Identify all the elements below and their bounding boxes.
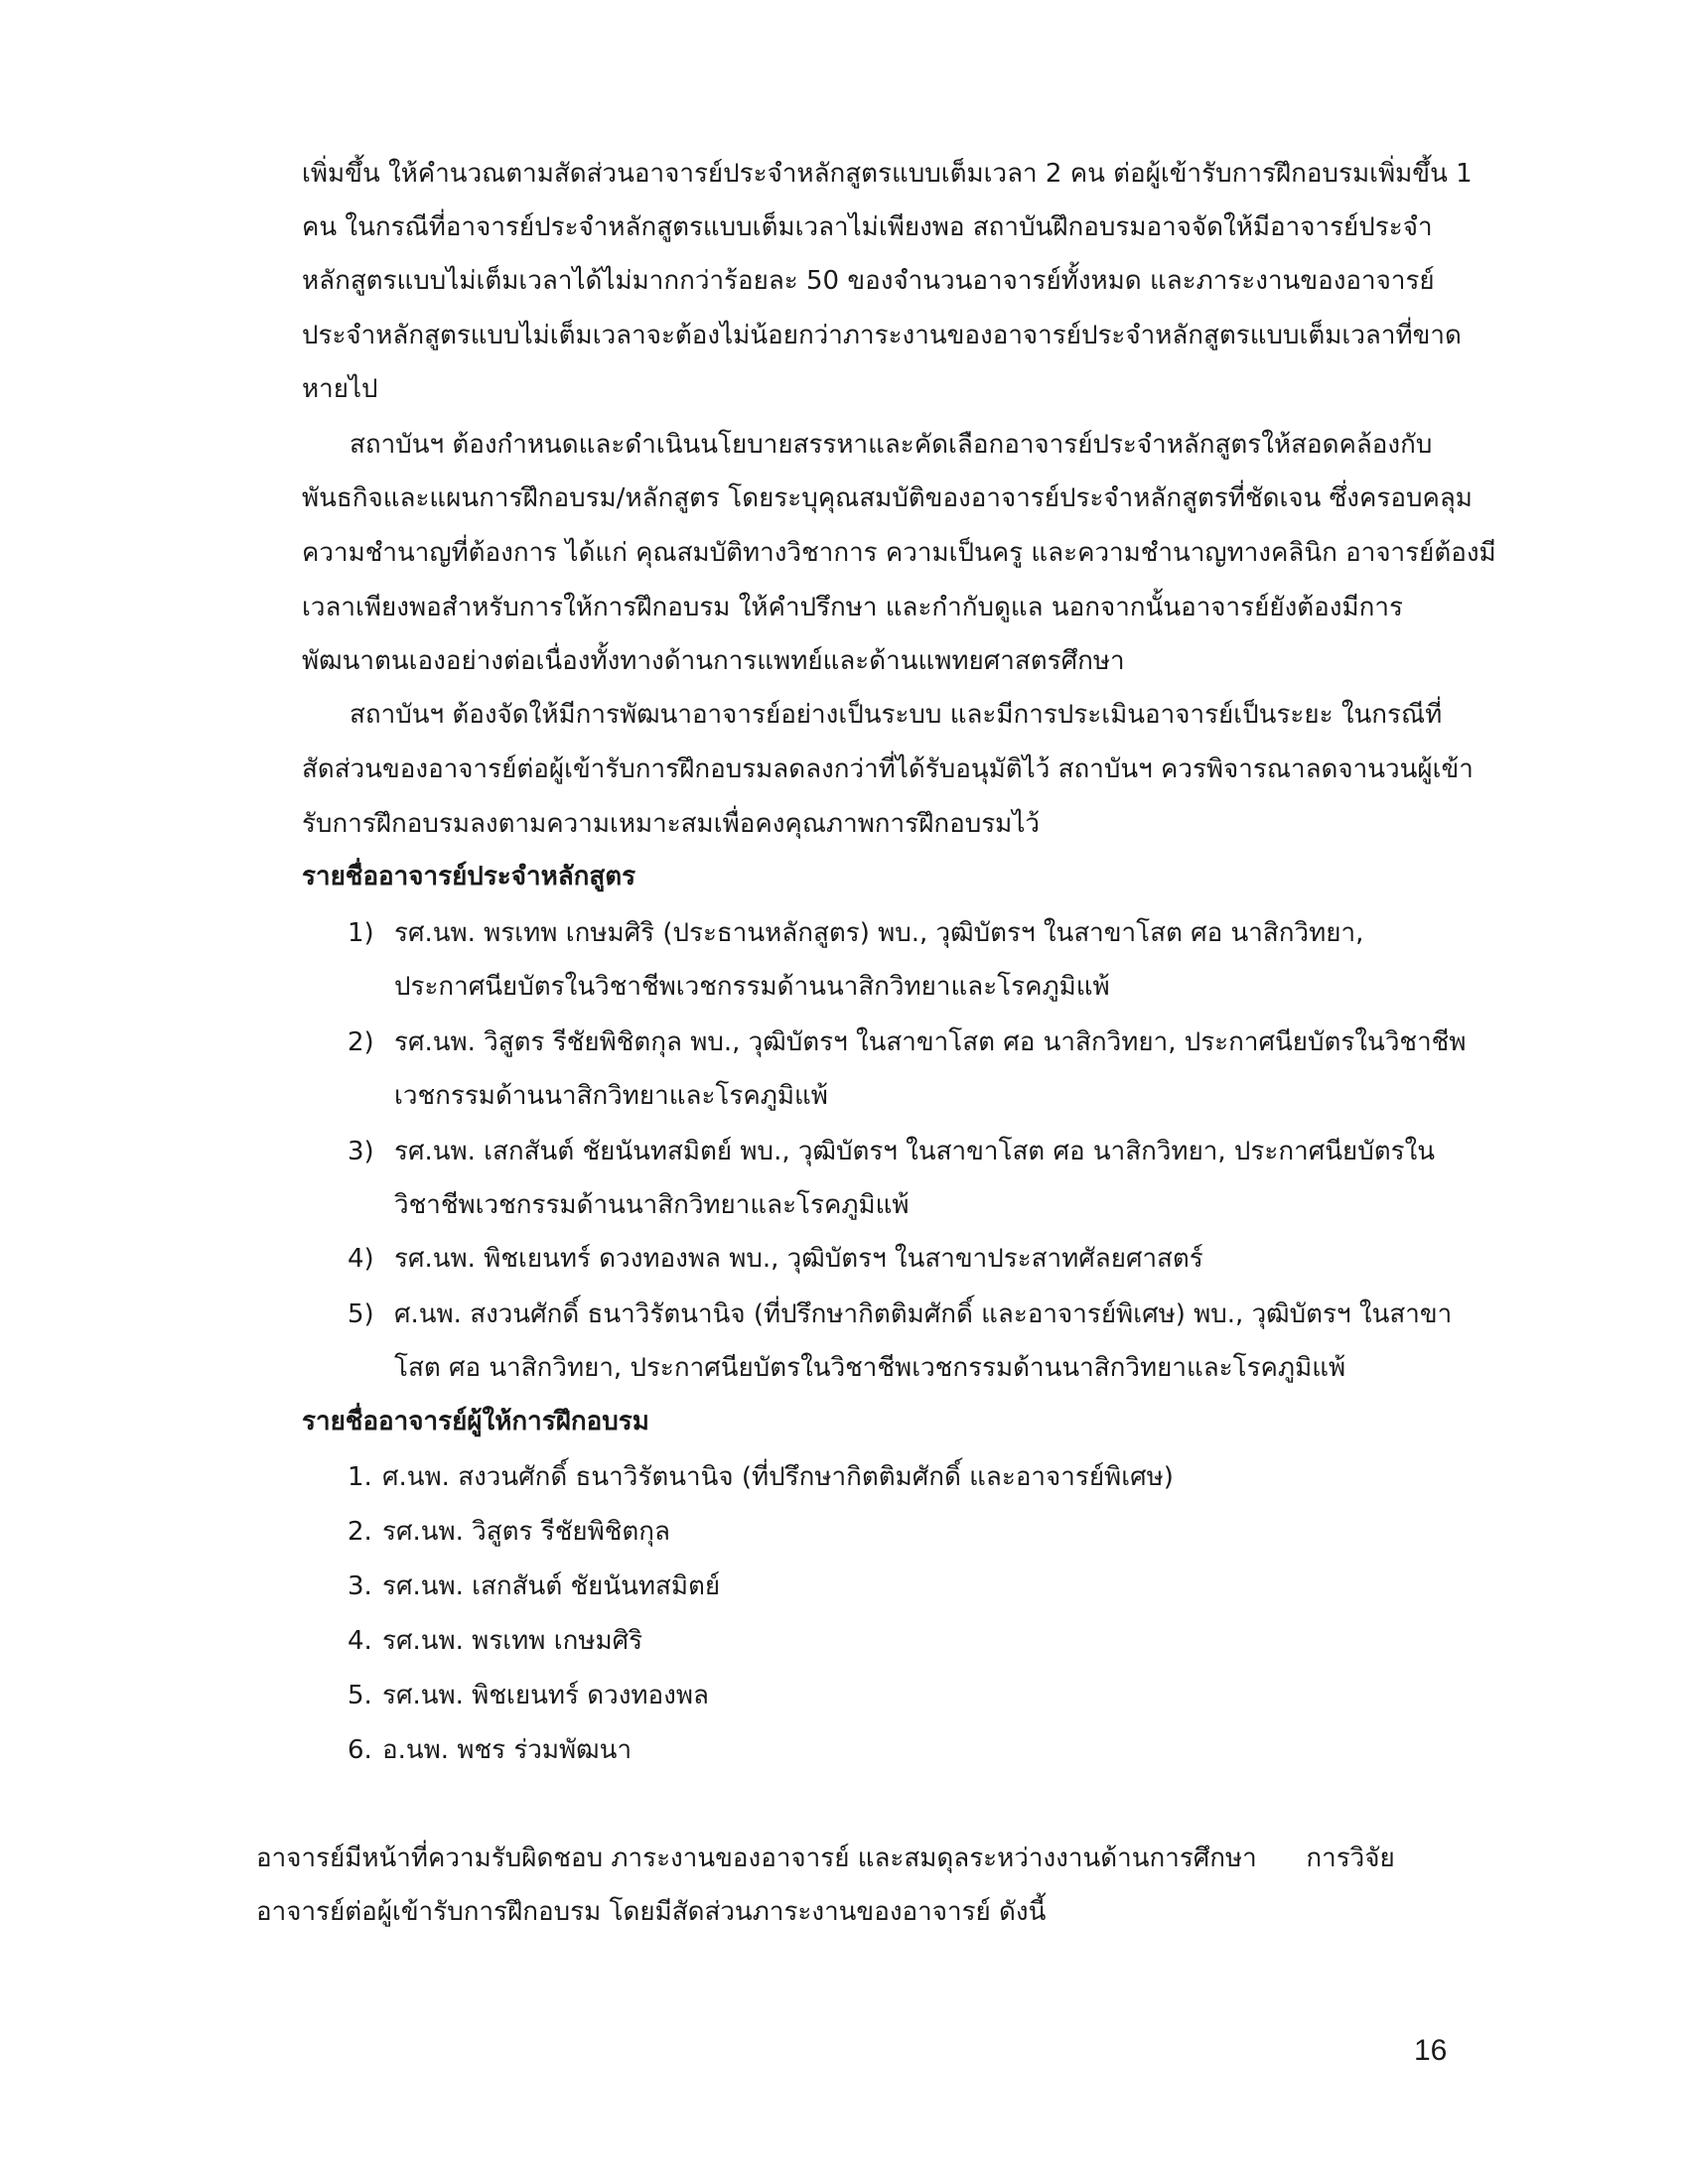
list-item-text: อ.นพ. พชร ร่วมพัฒนา bbox=[382, 1735, 633, 1765]
list-marker: 1. bbox=[348, 1462, 372, 1492]
list-item-text: ศ.นพ. สงวนศักดิ์ ธนาวิรัตนานิจ (ที่ปรึกษากิตติมศักดิ์ และอาจารย์พิเศษ) พบ., วุฒิบัตรฯ ในสาขา bbox=[394, 1299, 1453, 1329]
text-line: เวลาเพียงพอสำหรับการให้การฝึกอบรม ให้คำปรึกษา และกำกับดูแล นอกจากนั้นอาจารย์ยังต้องมีการ bbox=[302, 593, 1403, 622]
list-marker: 2. bbox=[348, 1517, 372, 1547]
text-line: สัดส่วนของอาจารย์ต่อผู้เข้ารับการฝึกอบรมลดลงกว่าที่ได้รับอนุมัติไว้ สถาบันฯ ควรพิจารณาลดจานวนผู้เข้า bbox=[302, 754, 1474, 784]
list-marker: 3) bbox=[348, 1137, 374, 1166]
text-line: สถาบันฯ ต้องจัดให้มีการพัฒนาอาจารย์อย่างเป็นระบบ และมีการประเมินอาจารย์เป็นระยะ ในกรณีที่ bbox=[350, 700, 1443, 730]
text-line: ความชำนาญที่ต้องการ ได้แก่ คุณสมบัติทางวิชาการ ความเป็นครู และความชำนาญทางคลินิก อาจารย์ต้องมี bbox=[302, 538, 1496, 568]
text-line: พัฒนาตนเองอย่างต่อเนื่องทั้งทางด้านการแพทย์และด้านแพทยศาสตรศึกษา bbox=[302, 646, 1125, 676]
text-line: หายไป bbox=[302, 374, 378, 404]
page-number: 16 bbox=[1414, 2034, 1448, 2067]
list-marker: 3. bbox=[348, 1571, 372, 1601]
list-item-text: รศ.นพ. เสกสันต์ ชัยนันทสมิตย์ พบ., วุฒิบัตรฯ ในสาขาโสต ศอ นาสิกวิทยา, ประกาศนียบัตรใน bbox=[394, 1137, 1436, 1166]
list-marker: 5) bbox=[348, 1299, 374, 1329]
list-item-text: รศ.นพ. เสกสันต์ ชัยนันทสมิตย์ bbox=[382, 1571, 721, 1601]
list-marker: 4. bbox=[348, 1626, 372, 1656]
list-item-text: รศ.นพ. พรเทพ เกษมศิริ (ประธานหลักสูตร) พบ., วุฒิบัตรฯ ในสาขาโสต ศอ นาสิกวิทยา, bbox=[394, 918, 1364, 948]
text-line: ประจำหลักสูตรแบบไม่เต็มเวลาจะต้องไม่น้อยกว่าภาระงานของอาจารย์ประจำหลักสูตรแบบเต็มเวลาที่ขาด bbox=[302, 321, 1462, 350]
text-line: อาจารย์มีหน้าที่ความรับผิดชอบ ภาระงานของอาจารย์ และสมดุลระหว่างงานด้านการศึกษา การวิจัย bbox=[256, 1843, 1395, 1873]
text-line: สถาบันฯ ต้องกำหนดและดำเนินนโยบายสรรหาและคัดเลือกอาจารย์ประจำหลักสูตรให้สอดคล้องกับ bbox=[350, 430, 1433, 460]
list-item-text: วิชาชีพเวชกรรมด้านนาสิกวิทยาและโรคภูมิแพ้ bbox=[394, 1190, 910, 1220]
list-item-text: รศ.นพ. วิสูตร รีชัยพิชิตกุล พบ., วุฒิบัตรฯ ในสาขาโสต ศอ นาสิกวิทยา, ประกาศนียบัตรในวิชาชีพ bbox=[394, 1027, 1467, 1057]
text-line: คน ในกรณีที่อาจารย์ประจำหลักสูตรแบบเต็มเวลาไม่เพียงพอ สถาบันฝึกอบรมอาจจัดให้มีอาจารย์ประจำ bbox=[302, 212, 1433, 242]
list-item-text: เวชกรรมด้านนาสิกวิทยาและโรคภูมิแพ้ bbox=[394, 1081, 828, 1111]
text-line: อาจารย์ต่อผู้เข้ารับการฝึกอบรม โดยมีสัดส่วนภาระงานของอาจารย์ ดังนี้ bbox=[256, 1897, 1047, 1927]
text-line: หลักสูตรแบบไม่เต็มเวลาได้ไม่มากกว่าร้อยละ 50 ของจำนวนอาจารย์ทั้งหมด และภาระงานของอาจารย์ bbox=[302, 266, 1435, 296]
list-marker: 2) bbox=[348, 1027, 374, 1057]
list-item-text: ประกาศนียบัตรในวิชาชีพเวชกรรมด้านนาสิกวิทยาและโรคภูมิแพ้ bbox=[394, 972, 1110, 1002]
list-marker: 4) bbox=[348, 1244, 374, 1274]
list-item-text: รศ.นพ. พรเทพ เกษมศิริ bbox=[382, 1626, 643, 1656]
list-item-text: รศ.นพ. วิสูตร รีชัยพิชิตกุล bbox=[382, 1517, 670, 1547]
list-item-text: รศ.นพ. พิชเยนทร์ ดวงทองพล พบ., วุฒิบัตรฯ ในสาขาประสาทศัลยศาสตร์ bbox=[394, 1244, 1203, 1274]
text-line: เพิ่มขึ้น ให้คำนวณตามสัดส่วนอาจารย์ประจำหลักสูตรแบบเต็มเวลา 2 คน ต่อผู้เข้ารับการฝึกอบรมเพิ่มขึ้น 1 bbox=[302, 159, 1473, 189]
text-line: พันธกิจและแผนการฝึกอบรม/หลักสูตร โดยระบุคุณสมบัติของอาจารย์ประจำหลักสูตรที่ชัดเจน ซึ่งครอบคลุม bbox=[302, 483, 1473, 513]
list-marker: 6. bbox=[348, 1735, 372, 1765]
text-line: รับการฝึกอบรมลงตามความเหมาะสมเพื่อคงคุณภาพการฝึกอบรมไว้ bbox=[302, 809, 1040, 839]
list-item-text: โสต ศอ นาสิกวิทยา, ประกาศนียบัตรในวิชาชีพเวชกรรมด้านนาสิกวิทยาและโรคภูมิแพ้ bbox=[394, 1353, 1346, 1383]
list-marker: 1) bbox=[348, 918, 374, 948]
section-heading-trainers: รายชื่ออาจารย์ผู้ให้การฝึกอบรม bbox=[302, 1407, 649, 1436]
list-marker: 5. bbox=[348, 1681, 372, 1710]
list-item-text: รศ.นพ. พิชเยนทร์ ดวงทองพล bbox=[382, 1681, 709, 1710]
section-heading-faculty: รายชื่ออาจารย์ประจำหลักสูตร bbox=[302, 862, 636, 891]
list-item-text: ศ.นพ. สงวนศักดิ์ ธนาวิรัตนานิจ (ที่ปรึกษากิตติมศักดิ์ และอาจารย์พิเศษ) bbox=[382, 1462, 1174, 1492]
